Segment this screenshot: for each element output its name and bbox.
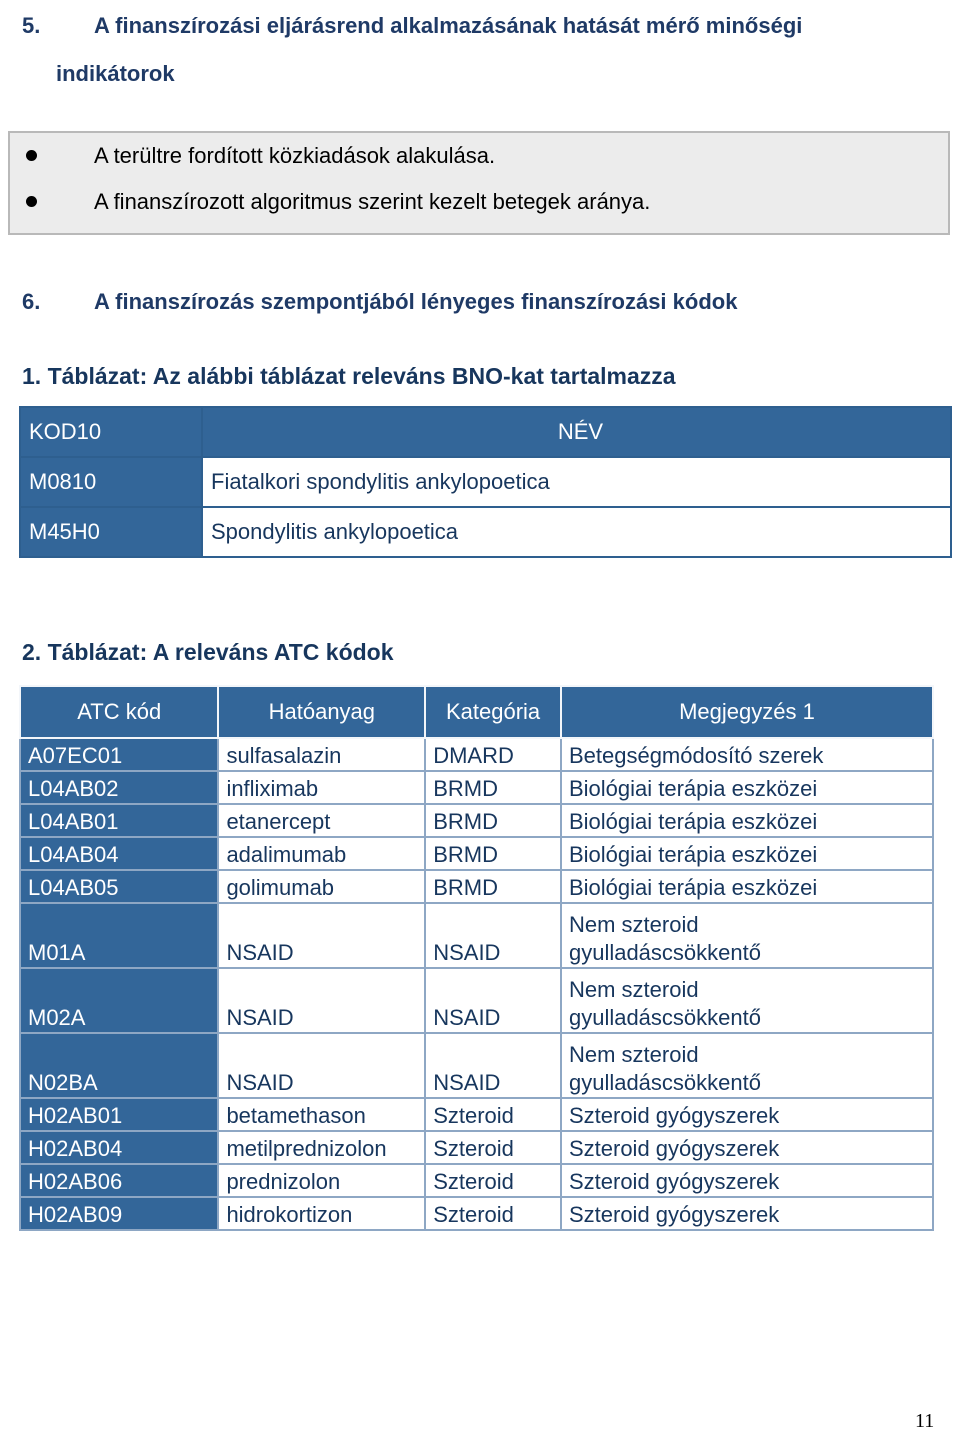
code-cell: H02AB06 xyxy=(20,1164,218,1197)
code-cell: H02AB09 xyxy=(20,1197,218,1230)
bno-table xyxy=(19,406,952,558)
code-cell: N02BA xyxy=(20,1033,218,1098)
header-cell: Hatóanyag xyxy=(218,686,425,738)
note-line-2: gyulladáscsökkentő xyxy=(568,1070,761,1095)
substance-cell: betamethason xyxy=(218,1098,425,1131)
name-cell: Fiatalkori spondylitis ankylopoetica xyxy=(202,457,951,507)
header-cell: Megjegyzés 1 xyxy=(561,686,933,738)
page-number: 11 xyxy=(915,1410,935,1432)
table-row xyxy=(20,837,933,870)
table-row xyxy=(20,457,951,507)
substance-cell: NSAID xyxy=(218,1033,425,1098)
table-row xyxy=(20,1197,933,1230)
bullet-icon xyxy=(26,196,37,207)
section-title-line-2: indikátorok xyxy=(56,61,175,86)
note-cell xyxy=(561,968,933,1033)
table-row xyxy=(20,1164,933,1197)
code-cell: M0810 xyxy=(20,457,202,507)
code-cell: H02AB01 xyxy=(20,1098,218,1131)
note-cell: Szteroid gyógyszerek xyxy=(561,1164,933,1197)
substance-cell: infliximab xyxy=(218,771,425,804)
bullet-icon xyxy=(26,150,37,161)
category-cell: NSAID xyxy=(425,903,561,968)
category-cell: Szteroid xyxy=(425,1164,561,1197)
note-cell: Biológiai terápia eszközei xyxy=(561,870,933,903)
category-cell: BRMD xyxy=(425,771,561,804)
code-cell: H02AB04 xyxy=(20,1131,218,1164)
table-row xyxy=(20,1098,933,1131)
table-row xyxy=(20,903,933,968)
code-cell: L04AB01 xyxy=(20,804,218,837)
table-header-row xyxy=(20,407,951,457)
note-cell: Biológiai terápia eszközei xyxy=(561,804,933,837)
code-cell: L04AB02 xyxy=(20,771,218,804)
table-row xyxy=(20,1033,933,1098)
code-cell: A07EC01 xyxy=(20,738,218,771)
note-cell: Szteroid gyógyszerek xyxy=(561,1131,933,1164)
note-cell xyxy=(561,1033,933,1098)
note-cell: Szteroid gyógyszerek xyxy=(561,1098,933,1131)
indicator-text: A finanszírozott algoritmus szerint kezelt betegek aránya. xyxy=(94,189,651,214)
table-1-caption: 1. Táblázat: Az alábbi táblázat releváns BNO-kat tartalmazza xyxy=(22,363,676,389)
indicator-item xyxy=(10,133,910,179)
header-cell: KOD10 xyxy=(20,407,202,457)
substance-cell: NSAID xyxy=(218,903,425,968)
category-cell: NSAID xyxy=(425,1033,561,1098)
header-cell: NÉV xyxy=(202,407,951,457)
section-number: 5. xyxy=(22,13,41,38)
substance-cell: adalimumab xyxy=(218,837,425,870)
indicator-box xyxy=(8,131,950,235)
code-cell: M45H0 xyxy=(20,507,202,557)
note-line-1: Nem szteroid xyxy=(568,1042,699,1067)
substance-cell: metilprednizolon xyxy=(218,1131,425,1164)
header-cell: ATC kód xyxy=(20,686,218,738)
category-cell: Szteroid xyxy=(425,1197,561,1230)
category-cell: NSAID xyxy=(425,968,561,1033)
indicator-item xyxy=(10,179,910,225)
atc-table xyxy=(19,685,934,1231)
substance-cell: etanercept xyxy=(218,804,425,837)
substance-cell: hidrokortizon xyxy=(218,1197,425,1230)
substance-cell: sulfasalazin xyxy=(218,738,425,771)
note-line-1: Nem szteroid xyxy=(568,912,699,937)
table-header-row xyxy=(20,686,933,738)
table-row xyxy=(20,507,951,557)
table-2-caption: 2. Táblázat: A releváns ATC kódok xyxy=(22,639,394,665)
section-title: A finanszírozás szempontjából lényeges finanszírozási kódok xyxy=(94,289,738,314)
note-cell: Biológiai terápia eszközei xyxy=(561,771,933,804)
code-cell: M02A xyxy=(20,968,218,1033)
note-line-2: gyulladáscsökkentő xyxy=(568,1005,761,1030)
header-cell: Kategória xyxy=(425,686,561,738)
section-title-line-1: A finanszírozási eljárásrend alkalmazásának hatását mérő minőségi xyxy=(94,13,803,38)
note-cell: Szteroid gyógyszerek xyxy=(561,1197,933,1230)
table-row xyxy=(20,738,933,771)
note-cell xyxy=(561,903,933,968)
section-number: 6. xyxy=(22,289,41,314)
code-cell: L04AB04 xyxy=(20,837,218,870)
table-row xyxy=(20,771,933,804)
category-cell: BRMD xyxy=(425,870,561,903)
category-cell: BRMD xyxy=(425,804,561,837)
indicator-text: A terültre fordított közkiadások alakulása. xyxy=(94,143,496,168)
table-row xyxy=(20,968,933,1033)
note-cell: Biológiai terápia eszközei xyxy=(561,837,933,870)
note-cell: Betegségmódosító szerek xyxy=(561,738,933,771)
note-line-2: gyulladáscsökkentő xyxy=(568,940,761,965)
category-cell: Szteroid xyxy=(425,1098,561,1131)
table-row xyxy=(20,870,933,903)
category-cell: DMARD xyxy=(425,738,561,771)
code-cell: M01A xyxy=(20,903,218,968)
substance-cell: golimumab xyxy=(218,870,425,903)
table-row xyxy=(20,1131,933,1164)
name-cell: Spondylitis ankylopoetica xyxy=(202,507,951,557)
category-cell: Szteroid xyxy=(425,1131,561,1164)
section-6-heading xyxy=(22,278,922,326)
code-cell: L04AB05 xyxy=(20,870,218,903)
substance-cell: prednizolon xyxy=(218,1164,425,1197)
table-row xyxy=(20,804,933,837)
substance-cell: NSAID xyxy=(218,968,425,1033)
note-line-1: Nem szteroid xyxy=(568,977,699,1002)
category-cell: BRMD xyxy=(425,837,561,870)
